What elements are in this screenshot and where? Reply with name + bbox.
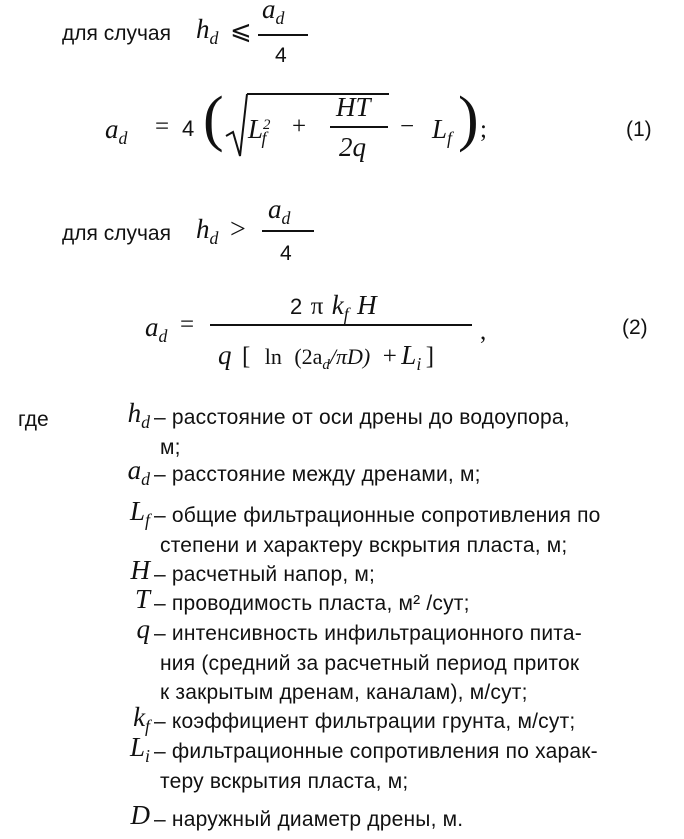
- definition-symbol: H: [130, 555, 150, 585]
- definition-symbol: T: [134, 584, 150, 614]
- case1-frac-num: $a_d$: [262, 0, 285, 28]
- definition-text: ния (средний за расчетный период приток: [160, 651, 580, 675]
- case2-h: $h_d$: [196, 214, 219, 248]
- case1-frac-den: 4: [275, 44, 287, 67]
- definition-text: – расстояние между дренами, м;: [154, 463, 481, 486]
- eq1-semicolon: ;: [480, 116, 487, 143]
- eq1-paren-open: (: [203, 85, 224, 153]
- definition-text: степени и характеру вскрытия пласта, м;: [160, 533, 568, 557]
- eq2-comma: ,: [480, 318, 487, 345]
- case2-frac-bar: [262, 230, 314, 232]
- definition-symbol: $L_f$: [130, 496, 150, 530]
- case1-relation: ⩽: [230, 16, 252, 45]
- eq1-paren-close: ): [458, 85, 479, 153]
- case2-relation: >: [230, 214, 246, 245]
- definition-symbol: $h_d$: [127, 398, 150, 432]
- eq1-minus: −: [400, 113, 415, 140]
- case1-label: для случая: [62, 22, 171, 45]
- definition-symbol: $k_f$: [133, 702, 150, 736]
- eq1-equals: =: [155, 113, 170, 140]
- eq1-lf-squared: $L^2_f$: [248, 114, 271, 148]
- eq2-denominator: q [ $\ln (2ad/\pi D) + L_i$ ]: [218, 340, 435, 374]
- eq1-frac-bar: [330, 126, 388, 128]
- eq1-frac-den: 2q: [339, 132, 366, 162]
- case1-h: $h_d$: [196, 14, 219, 48]
- eq1-number: (1): [626, 118, 652, 141]
- definition-text: – интенсивность инфильтрационного пита-: [154, 622, 582, 645]
- eq1-plus: +: [292, 113, 307, 140]
- definition-text: – коэффициент фильтрации грунта, м/сут;: [154, 710, 576, 733]
- definition-symbol: q: [136, 614, 150, 644]
- case1-frac-bar: [258, 34, 308, 36]
- eq1-lf: $L_f$: [432, 114, 452, 148]
- definition-text: – проводимость пласта, м² /сут;: [154, 592, 470, 615]
- case2-frac-den: 4: [280, 242, 292, 265]
- eq2-lhs: $a_d$: [145, 312, 168, 346]
- eq2-numerator: 2 π $k_f$ H: [290, 290, 377, 324]
- definition-symbol: $a_d$: [127, 455, 150, 489]
- definition-symbol: $L_i$: [130, 732, 150, 766]
- case2-label: для случая: [62, 222, 171, 245]
- definition-text: к закрытым дренам, каналам), м/сут;: [160, 681, 528, 704]
- definition-text: – фильтрационные сопротивления по харак-: [154, 740, 598, 763]
- definition-text: – общие фильтрационные сопротивления по: [154, 504, 601, 527]
- definition-text: – расстояние от оси дрены до водоупора,: [154, 406, 570, 429]
- eq1-frac-num: HT: [336, 92, 371, 122]
- case2-frac-num: $a_d$: [268, 194, 291, 228]
- definition-text: – наружный диаметр дрены, м.: [154, 808, 464, 831]
- definition-text: м;: [160, 435, 181, 459]
- eq1-radical-sign: [225, 92, 249, 162]
- eq2-number: (2): [622, 316, 648, 339]
- eq1-lhs: $a_d$: [105, 114, 128, 148]
- eq1-coef: 4: [182, 116, 195, 141]
- eq2-frac-bar: [210, 324, 472, 326]
- definition-symbol: D: [130, 800, 150, 830]
- definition-text: теру вскрытия пласта, м;: [160, 769, 409, 793]
- definition-text: – расчетный напор, м;: [154, 563, 376, 586]
- eq2-equals: =: [180, 311, 195, 338]
- where-label: где: [18, 408, 49, 431]
